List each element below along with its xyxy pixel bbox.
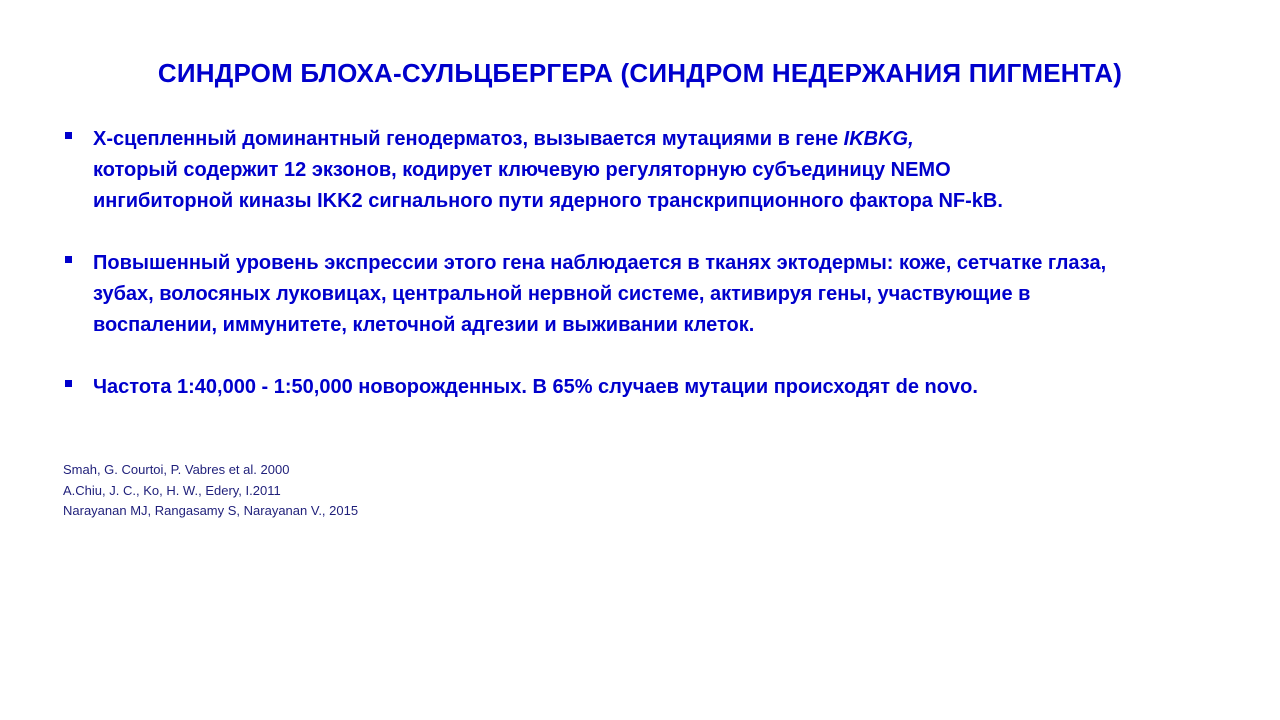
bullet-text: Х-сцепленный доминантный генодерматоз, вызывается мутациями в гене [93,128,844,150]
bullet-item-expression [63,248,1223,341]
bullet-line: Повышенный уровень экспрессии этого гена наблюдается в тканях эктодермы: коже, сетчатке глаза, [93,252,1107,274]
bullet-item-frequency [63,372,1223,403]
bullet-line: ингибиторной киназы IKK2 сигнального пути ядерного транскрипционного фактора NF-kB. [93,190,1003,212]
bullet-line: зубах, волосяных луковицах, центральной нервной системе, активируя гены, участвующие в [93,283,1031,305]
slide-title: СИНДРОМ БЛОХА-СУЛЬЦБЕРГЕРА (СИНДРОМ НЕДЕРЖАНИЯ ПИГМЕНТА) [157,58,1123,88]
reference-item: Narayanan MJ, Rangasamy S, Narayanan V., 2015 [63,503,359,518]
bullet-item-genetics [63,124,1223,217]
reference-item: A.Chiu, J. C., Ko, H. W., Edery, I.2011 [63,482,281,498]
bullet-line [93,124,1223,155]
bullet-line: который содержит 12 экзонов, кодирует ключевую регуляторную субъединицу NEMO [93,159,951,181]
square-bullet-icon [65,380,72,387]
reference-item: Smah, G. Courtoi, P. Vabres et al. 2000 [63,462,290,477]
square-bullet-icon [65,132,72,139]
bullet-list [63,124,1223,403]
bullet-line: Частота 1:40,000 - 1:50,000 новорожденных. В 65% случаев мутации происходят de novo. [93,376,978,398]
gene-name: IKBKG, [843,128,914,150]
square-bullet-icon [65,256,72,263]
bullet-line: воспалении, иммунитете, клеточной адгезии и выживании клеток. [93,314,755,336]
references [63,460,358,522]
